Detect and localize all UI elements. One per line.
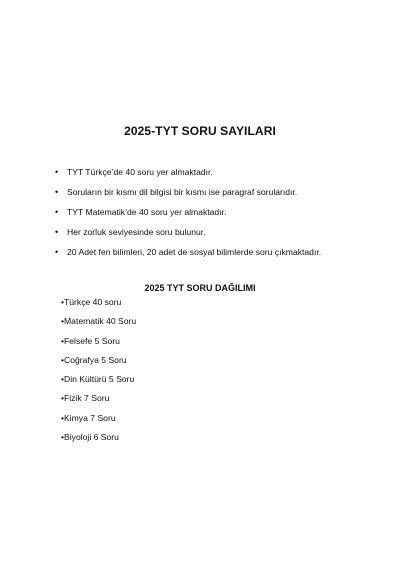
list-item: •Fizik 7 Soru [61, 393, 110, 404]
bullet-text: Her zorluk seviyesinde soru bulunur. [67, 227, 206, 237]
list-item: •Din Kültürü 5 Soru [61, 374, 135, 385]
bullet-text: TYT Türkçe’de 40 soru yer almaktadır. [67, 167, 213, 177]
bullet-text: TYT Matematik’de 40 soru yer almaktadır. [67, 207, 227, 217]
distribution-title: 2025 TYT SORU DAĞILIMI [144, 283, 256, 293]
list-item: •Felsefe 5 Soru [61, 335, 120, 346]
list-item: •Matematik 40 Soru [61, 316, 137, 327]
bullet-icon: • [55, 227, 59, 237]
list-item [55, 227, 321, 237]
distribution-list [61, 297, 136, 451]
list-item [55, 187, 321, 197]
bullet-text: Soruların bir kısmı dil bilgisi bir kısmı ise paragraf sorularıdır. [67, 187, 298, 197]
list-item [55, 207, 321, 217]
list-item: •Kimya 7 Soru [61, 412, 116, 423]
bullet-icon: • [55, 207, 59, 217]
info-bullet-list [55, 167, 321, 267]
list-item [55, 167, 321, 177]
bullet-icon: • [55, 247, 59, 257]
bullet-icon: • [55, 167, 59, 177]
list-item: •Coğrafya 5 Soru [61, 354, 127, 365]
list-item: •Türkçe 40 soru [61, 297, 122, 307]
document-title: 2025-TYT SORU SAYILARI [124, 124, 276, 138]
list-item: •Biyoloji 6 Soru [61, 432, 119, 443]
list-item [55, 247, 321, 257]
bullet-text: 20 Adet fen bilimleri, 20 adet de sosyal bilimlerde soru çıkmaktadır. [67, 247, 322, 257]
bullet-icon: • [55, 187, 59, 197]
